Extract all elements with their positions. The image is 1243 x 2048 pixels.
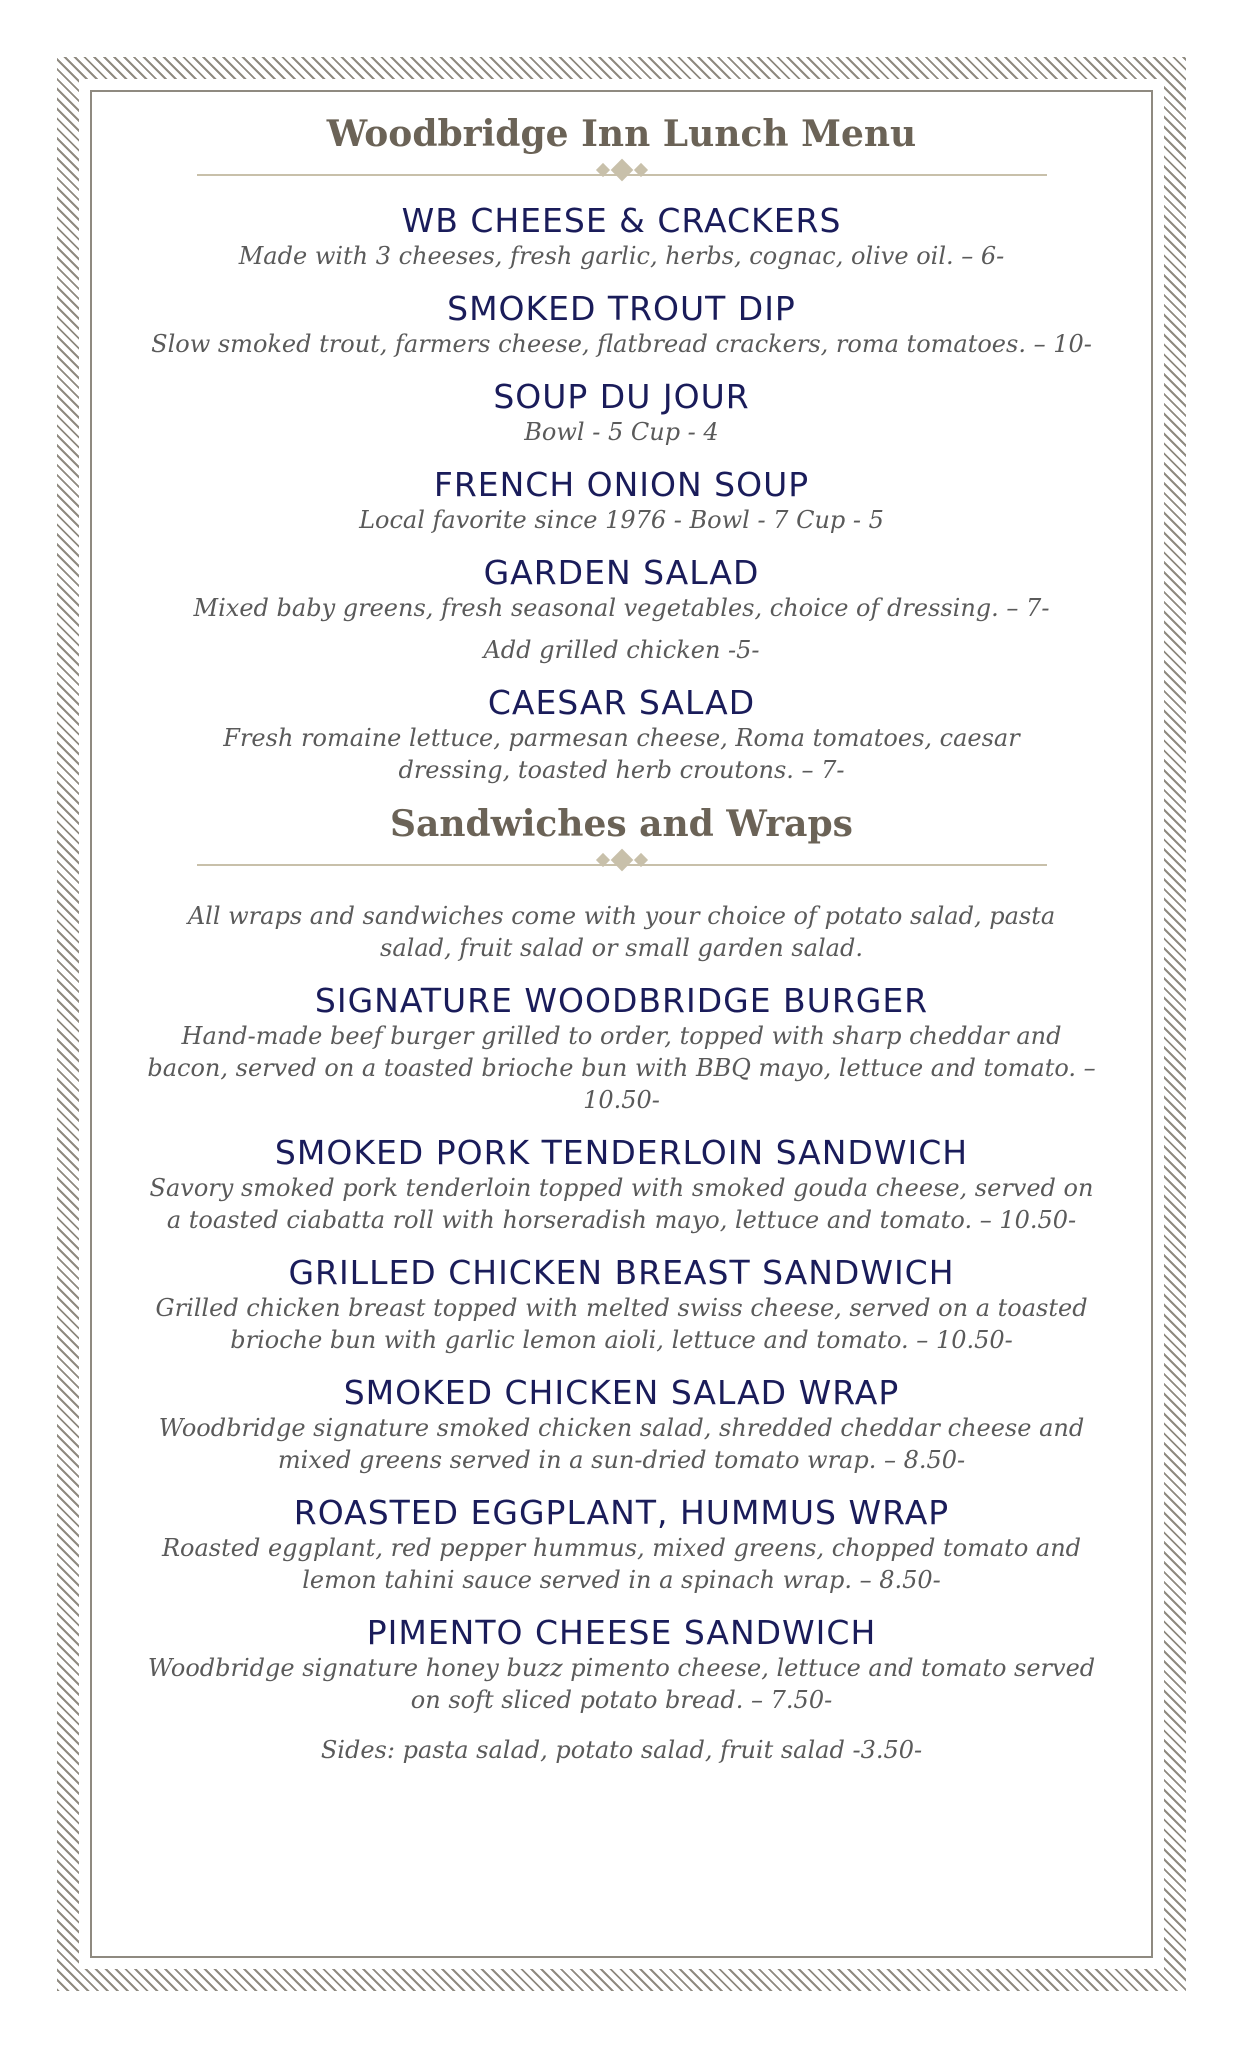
item-name: WB CHEESE & CRACKERS xyxy=(401,201,842,240)
item-name: SIGNATURE WOODBRIDGE BURGER xyxy=(314,981,929,1020)
item-name: SMOKED PORK TENDERLOIN SANDWICH xyxy=(274,1133,969,1172)
item-description: Roasted eggplant, red pepper hummus, mixed greens, chopped tomato and lemon tahini sauce served in a spinach wrap. – 8.50- xyxy=(161,1534,1082,1594)
menu-content xyxy=(91,100,1152,1766)
menu-item xyxy=(91,684,1152,786)
menu-title: Woodbridge Inn Lunch Menu xyxy=(326,113,917,155)
item-name: SMOKED TROUT DIP xyxy=(447,289,796,328)
item-name: GRILLED CHICKEN BREAST SANDWICH xyxy=(288,1253,955,1292)
item-addon-note: Add grilled chicken -5- xyxy=(483,636,760,664)
menu-item xyxy=(91,466,1152,536)
menu-item xyxy=(91,290,1152,360)
item-name: ROASTED EGGPLANT, HUMMUS WRAP xyxy=(293,1493,950,1532)
item-description: Hand-made beef burger grilled to order, topped with sharp cheddar and bacon, served on a toasted brioche bun with BBQ mayo, lettuce and tomato. – 10.50- xyxy=(147,1022,1096,1114)
menu-item xyxy=(91,554,1152,666)
title-divider-ornament xyxy=(197,162,1047,188)
item-description: Slow smoked trout, farmers cheese, flatbread crackers, roma tomatoes. – 10- xyxy=(151,330,1092,358)
item-name: CAESAR SALAD xyxy=(487,683,756,722)
item-description: Local favorite since 1976 - Bowl - 7 Cup - 5 xyxy=(359,506,884,534)
sandwiches-list xyxy=(91,982,1152,1716)
item-name: SOUP DU JOUR xyxy=(493,377,750,416)
item-name: SMOKED CHICKEN SALAD WRAP xyxy=(343,1373,900,1412)
item-description: Fresh romaine lettuce, parmesan cheese, Roma tomatoes, caesar dressing, toasted herb croutons. – 7- xyxy=(223,724,1020,784)
item-description: Bowl - 5 Cup - 4 xyxy=(524,418,719,446)
sandwiches-divider-ornament xyxy=(197,852,1047,878)
item-description: Savory smoked pork tenderloin topped with smoked gouda cheese, served on a toasted ciabatta roll with horseradish mayo, lettuce and tomato. – 10.50- xyxy=(149,1174,1094,1234)
menu-item xyxy=(91,982,1152,1116)
sides-note: Sides: pasta salad, potato salad, fruit salad -3.50- xyxy=(320,1736,923,1764)
menu-item xyxy=(91,202,1152,272)
item-description: Mixed baby greens, fresh seasonal vegetables, choice of dressing. – 7- xyxy=(193,594,1050,622)
item-description: Woodbridge signature smoked chicken salad, shredded cheddar cheese and mixed greens served in a sun-dried tomato wrap. – 8.50- xyxy=(158,1414,1085,1474)
menu-item xyxy=(91,378,1152,448)
item-description: Woodbridge signature honey buzz pimento cheese, lettuce and tomato served on soft sliced potato bread. – 7.50- xyxy=(147,1654,1096,1714)
menu-item xyxy=(91,1614,1152,1716)
menu-item xyxy=(91,1494,1152,1596)
item-name: GARDEN SALAD xyxy=(483,553,760,592)
menu-item xyxy=(91,1254,1152,1356)
menu-item xyxy=(91,1134,1152,1236)
menu-item xyxy=(91,1374,1152,1476)
item-name: FRENCH ONION SOUP xyxy=(433,465,810,504)
item-description: Made with 3 cheeses, fresh garlic, herbs, cognac, olive oil. – 6- xyxy=(238,242,1005,270)
sandwiches-intro: All wraps and sandwiches come with your choice of potato salad, pasta salad, fruit salad or small garden salad. xyxy=(187,902,1056,962)
item-description: Grilled chicken breast topped with melted swiss cheese, served on a toasted brioche bun with garlic lemon aioli, lettuce and tomato. – 10.50- xyxy=(155,1294,1088,1354)
starters-list xyxy=(91,202,1152,786)
sandwiches-section-title: Sandwiches and Wraps xyxy=(390,803,853,845)
item-name: PIMENTO CHEESE SANDWICH xyxy=(366,1613,877,1652)
